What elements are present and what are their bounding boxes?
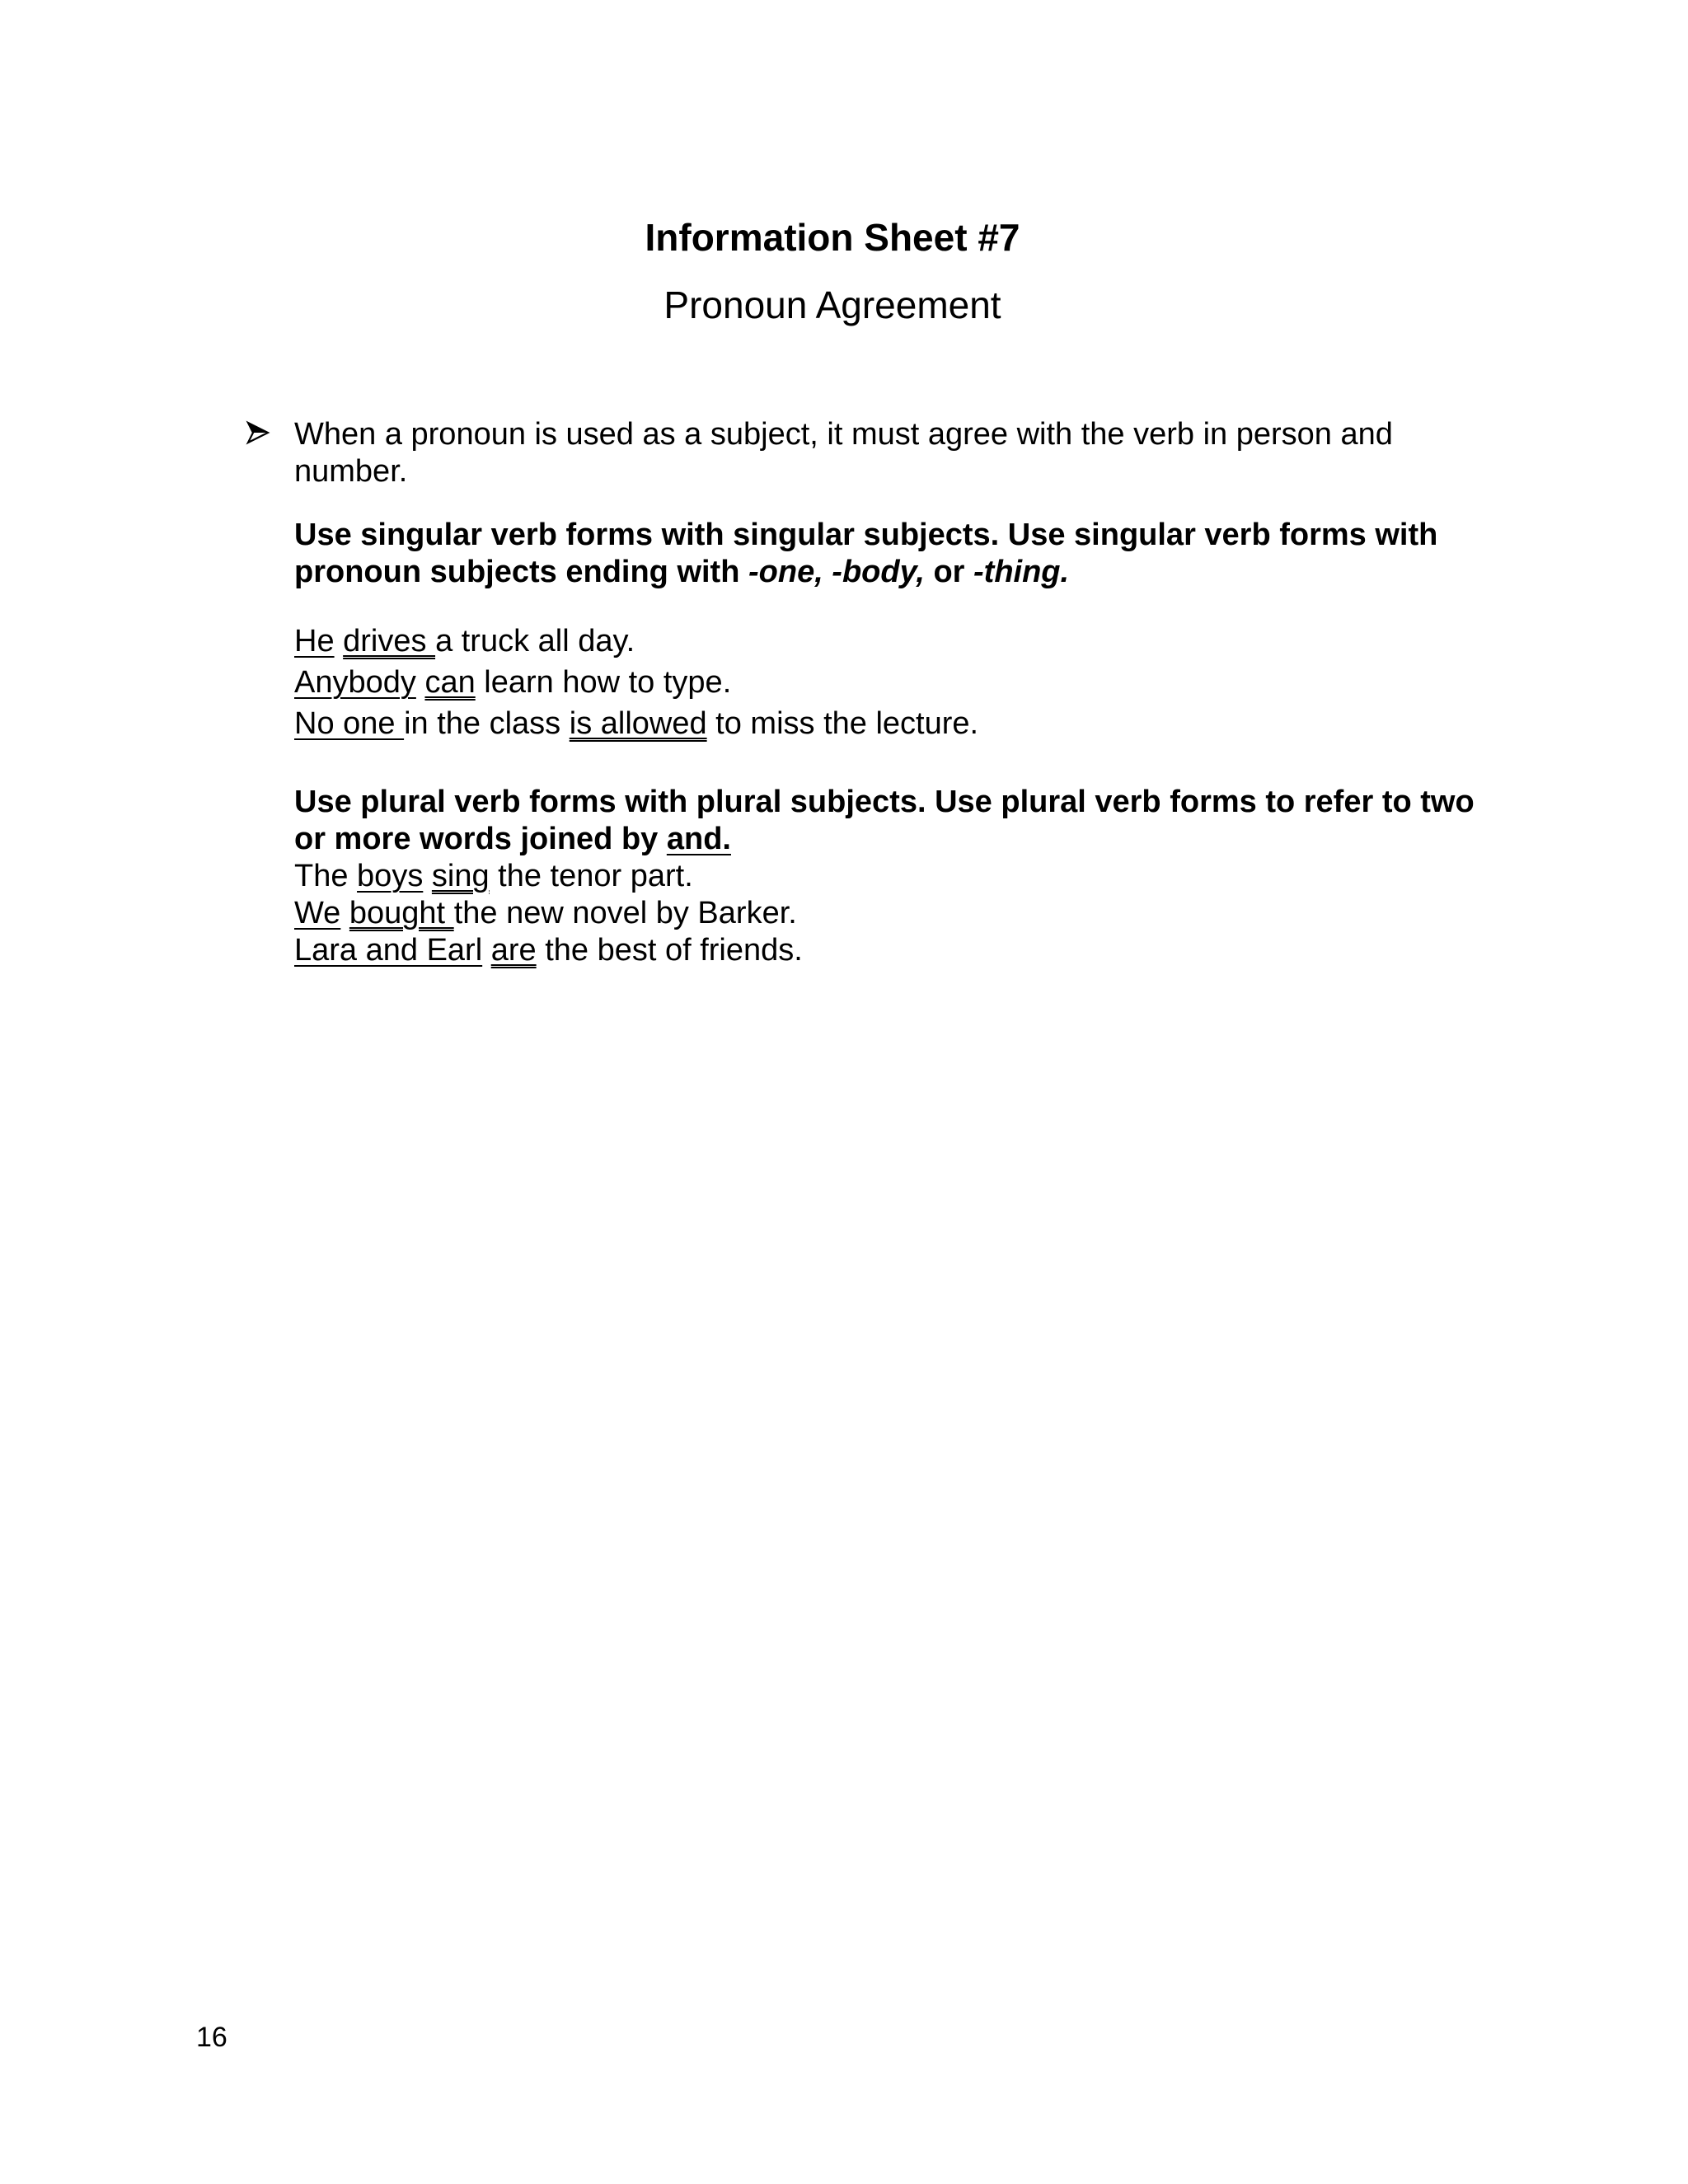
plural-example-3 [294,932,1481,969]
example-rest: learn how to type. [475,665,732,700]
example-rest: the tenor part. [489,859,693,893]
page-title: Information Sheet #7 [645,216,1020,259]
singular-rule [294,517,1481,591]
example-space [340,896,349,930]
bullet-text: When a pronoun is used as a subject, it must agree with the verb in person and number. [294,417,1393,489]
example-verb: are [490,933,537,968]
example-space [482,933,491,968]
singular-rule-text: Use singular verb forms with singular subjects. Use singular verb forms with pronoun subjects ending with [294,518,1438,589]
content-body [294,416,1481,969]
example-subject: We [294,896,341,930]
example-verb: can [424,665,476,700]
example-verb: is allowed [569,706,707,741]
plural-rule-and: and. [666,822,731,856]
example-subject: He [294,624,335,658]
example-subject: Lara and Earl [294,933,483,968]
example-space [423,859,432,893]
example-middle: in the class [404,706,570,741]
example-verb: bought [349,896,454,930]
example-rest: a truck all day. [435,624,635,658]
example-verb: drives [343,624,436,658]
example-space [416,665,425,700]
plural-rule [294,784,1481,858]
singular-example-1 [294,621,1481,662]
singular-rule-suffixes: -one, -body, [748,555,925,589]
singular-rule-suffix-last: -thing. [973,555,1070,589]
singular-rule-or: or [924,555,974,589]
singular-example-2 [294,662,1481,703]
example-space [335,624,344,658]
singular-example-3 [294,703,1481,744]
example-lead: The [294,859,358,893]
example-subject: Anybody [294,665,416,700]
example-subject: boys [357,859,424,893]
example-rest: the best of friends. [536,933,803,968]
example-rest: the new novel by Barker. [453,896,797,930]
page-subtitle: Pronoun Agreement [663,284,1001,326]
example-subject: No one [294,706,405,741]
example-verb: sing [431,859,490,893]
plural-example-2 [294,895,1481,932]
page-number: 16 [196,2022,227,2053]
arrowhead-bullet-icon [246,420,270,445]
plural-rule-text: Use plural verb forms with plural subjects. Use plural verb forms to refer to two or more words joined by [294,785,1475,856]
example-rest: to miss the lecture. [706,706,979,741]
plural-example-1 [294,858,1481,895]
